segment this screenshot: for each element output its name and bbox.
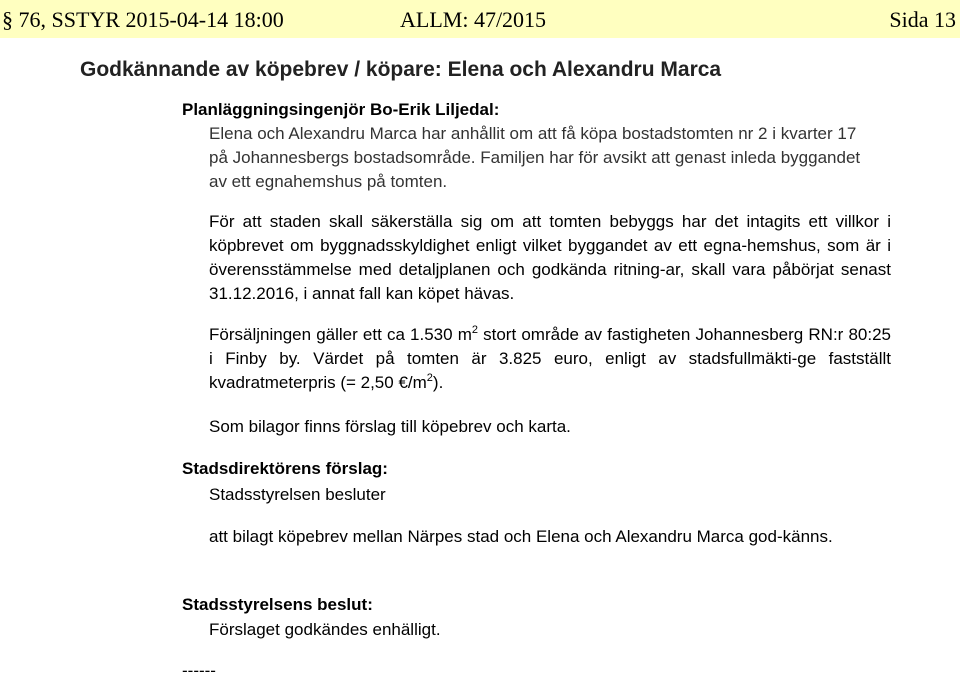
document-title: Godkännande av köpebrev / köpare: Elena och Alexandru Marca (80, 58, 722, 81)
section-end-dashes: ------ (182, 661, 216, 680)
para3-text-b: stort område av fastigheten Johannesberg RN:r 80:25 i Finby by. Värdet på tomten är 3.825 euro, enligt av stadsfullmäkti-ge fastställt kvadratmeterpris (= 2,50 €/m (209, 325, 892, 392)
engineer-paragraph-1: Elena och Alexandru Marca har anhållit om att få köpa bostadstomten nr 2 i kvarter 17 på Johannesbergs bostadsområde. Familjen har för avsikt att genast inleda byggandet av ett egnahemshus på tomten. (209, 124, 861, 191)
header-section-ref: § 76, SSTYR 2015-04-14 18:00 (2, 7, 284, 32)
decision-text: Förslaget godkändes enhälligt. (209, 620, 441, 639)
proposal-text-1: Stadsstyrelsen besluter (209, 485, 386, 504)
engineer-heading: Planläggningsingenjör Bo-Erik Liljedal: (182, 100, 500, 119)
header-page-number: Sida 13 (889, 7, 956, 32)
superscript-squared: 2 (426, 372, 433, 384)
para3-text-c: ). (432, 373, 444, 392)
page-header (0, 0, 960, 38)
superscript-squared: 2 (471, 324, 478, 336)
engineer-paragraph-4: Som bilagor finns förslag till köpebrev och karta. (209, 417, 571, 436)
header-register-number: ALLM: 47/2015 (400, 7, 547, 32)
para3-text-a: Försäljningen gäller ett ca 1.530 m (209, 325, 472, 344)
decision-heading: Stadsstyrelsens beslut: (182, 595, 373, 614)
engineer-paragraph-3 (209, 323, 891, 395)
proposal-text-2: att bilagt köpebrev mellan Närpes stad och Elena och Alexandru Marca god-känns. (209, 527, 833, 546)
proposal-heading: Stadsdirektörens förslag: (182, 459, 388, 478)
engineer-paragraph-2: För att staden skall säkerställa sig om att tomten bebyggs har det intagits ett villkor i köpbrevet om byggnadsskyldighet enligt vilket byggandet av ett egna-hemshus, som är i överensstämmelse med detaljplanen och godkända ritning-ar, skall vara påbörjat senast 31.12.2016, i annat fall kan köpet hävas. (209, 212, 891, 303)
